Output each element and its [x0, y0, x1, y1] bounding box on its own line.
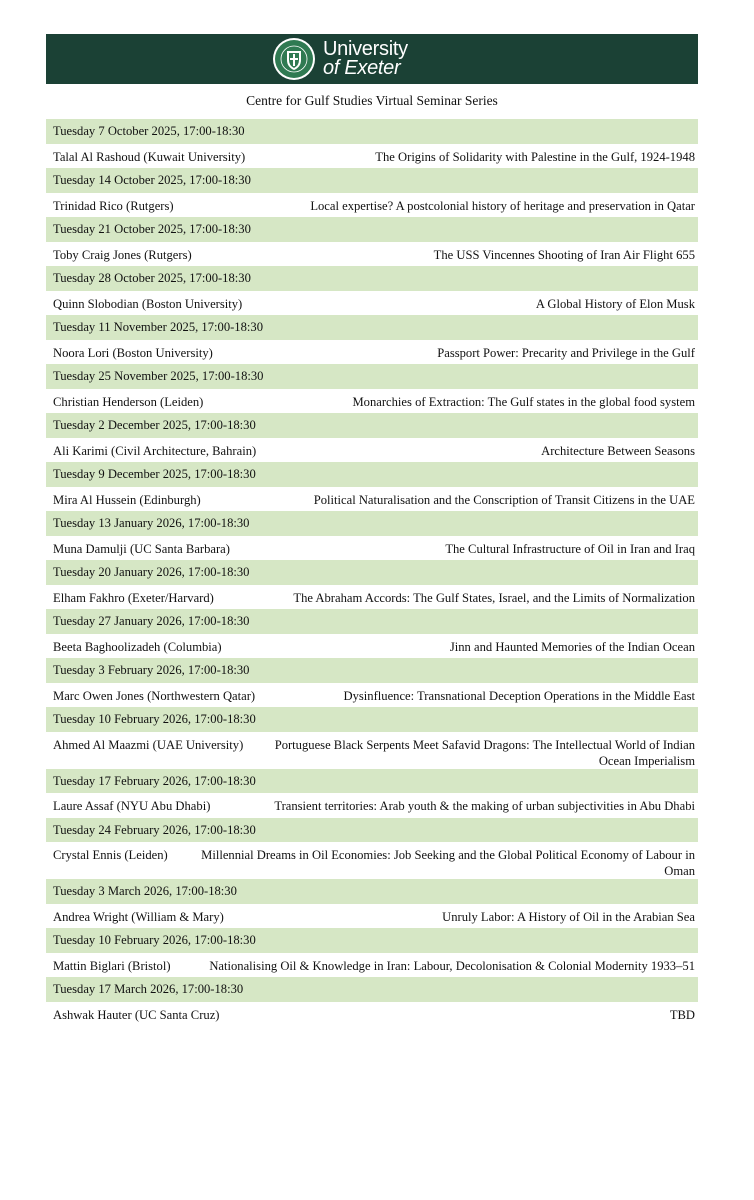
seminar-schedule-table [46, 119, 698, 1026]
speaker-name: Mira Al Hussein (Edinburgh) [53, 492, 201, 507]
talk-title: TBD [669, 1007, 695, 1022]
talk-title: Political Naturalisation and the Conscription of Transit Citizens in the UAE [313, 492, 695, 507]
speaker-name: Laure Assaf (NYU Abu Dhabi) [53, 799, 211, 813]
seminar-talk-row [46, 953, 698, 978]
seminar-talk-row [46, 842, 698, 879]
speaker-name: Quinn Slobodian (Boston University) [53, 296, 243, 311]
speaker-name: Andrea Wright (William & Mary) [53, 909, 224, 924]
seminar-talk-row [46, 634, 698, 659]
seminar-date-row: Tuesday 10 February 2026, 17:00-18:30 [46, 928, 698, 953]
header-banner [46, 34, 698, 84]
speaker-name: Muna Damulji (UC Santa Barbara) [53, 541, 230, 556]
seminar-date-row: Tuesday 3 March 2026, 17:00-18:30 [46, 879, 698, 904]
seminar-date-row: Tuesday 9 December 2025, 17:00-18:30 [46, 462, 698, 487]
seminar-date-row: Tuesday 24 February 2026, 17:00-18:30 [46, 818, 698, 843]
speaker-name: Talal Al Rashoud (Kuwait University) [53, 149, 246, 164]
talk-title: The Origins of Solidarity with Palestine in the Gulf, 1924-1948 [375, 149, 695, 164]
talk-title: The Cultural Infrastructure of Oil in Iran and Iraq [445, 541, 695, 556]
seminar-date-row: Tuesday 11 November 2025, 17:00-18:30 [46, 315, 698, 340]
speaker-name: Marc Owen Jones (Northwestern Qatar) [53, 688, 256, 703]
seminar-talk-row [46, 144, 698, 169]
seminar-talk-row [46, 438, 698, 463]
seminar-talk-row [46, 683, 698, 708]
talk-title: Millennial Dreams in Oil Economies: Job Seeking and the Global Political Economy of Labour in Oman [201, 848, 695, 878]
speaker-name: Beeta Baghoolizadeh (Columbia) [53, 639, 222, 654]
seminar-date-row: Tuesday 27 January 2026, 17:00-18:30 [46, 609, 698, 634]
seminar-date-row: Tuesday 10 February 2026, 17:00-18:30 [46, 707, 698, 732]
talk-title: Unruly Labor: A History of Oil in the Arabian Sea [442, 909, 695, 924]
talk-title: Nationalising Oil & Knowledge in Iran: Labour, Decolonisation & Colonial Modernity 1933–51 [209, 958, 695, 973]
seminar-date-row: Tuesday 13 January 2026, 17:00-18:30 [46, 511, 698, 536]
speaker-name: Christian Henderson (Leiden) [53, 394, 204, 409]
seminar-date-row: Tuesday 14 October 2025, 17:00-18:30 [46, 168, 698, 193]
talk-title: Jinn and Haunted Memories of the Indian Ocean [449, 639, 695, 654]
seminar-talk-row [46, 340, 698, 365]
speaker-name: Ashwak Hauter (UC Santa Cruz) [53, 1007, 220, 1022]
seminar-talk-row [46, 193, 698, 218]
seminar-talk-row [46, 536, 698, 561]
talk-title: Local expertise? A postcolonial history of heritage and preservation in Qatar [310, 198, 695, 213]
seminar-talk-row [46, 732, 698, 769]
seminar-talk-row [46, 904, 698, 929]
university-crest-icon [272, 37, 316, 81]
seminar-talk-row [46, 585, 698, 610]
speaker-name: Trinidad Rico (Rutgers) [53, 198, 174, 213]
logo-line-2: of Exeter [323, 57, 401, 79]
seminar-talk-row [46, 389, 698, 414]
seminar-date-row: Tuesday 7 October 2025, 17:00-18:30 [46, 119, 698, 144]
speaker-name: Ali Karimi (Civil Architecture, Bahrain) [53, 443, 257, 458]
talk-title: Portuguese Black Serpents Meet Safavid Dragons: The Intellectual World of Indian Ocean Imperialism [274, 737, 695, 768]
logo-wordmark [323, 40, 408, 78]
series-title: Centre for Gulf Studies Virtual Seminar Series [246, 93, 498, 108]
talk-title: Passport Power: Precarity and Privilege in the Gulf [437, 345, 695, 360]
talk-title: Transient territories: Arab youth & the making of urban subjectivities in Abu Dhabi [274, 799, 695, 813]
seminar-date-row: Tuesday 28 October 2025, 17:00-18:30 [46, 266, 698, 291]
seminar-talk-row [46, 793, 698, 818]
talk-title: Dysinfluence: Transnational Deception Operations in the Middle East [343, 688, 695, 703]
talk-title: Architecture Between Seasons [541, 443, 695, 458]
seminar-talk-row [46, 291, 698, 316]
seminar-date-row: Tuesday 17 March 2026, 17:00-18:30 [46, 977, 698, 1002]
talk-title: A Global History of Elon Musk [535, 296, 695, 311]
logo-line-1: University [323, 38, 408, 60]
seminar-date-row: Tuesday 25 November 2025, 17:00-18:30 [46, 364, 698, 389]
seminar-date-row: Tuesday 17 February 2026, 17:00-18:30 [46, 769, 698, 794]
university-logo [272, 37, 452, 81]
talk-title: The USS Vincennes Shooting of Iran Air Flight 655 [433, 247, 695, 262]
speaker-name: Ahmed Al Maazmi (UAE University) [53, 737, 244, 752]
talk-title: Monarchies of Extraction: The Gulf states in the global food system [352, 394, 695, 409]
seminar-date-row: Tuesday 20 January 2026, 17:00-18:30 [46, 560, 698, 585]
talk-title: The Abraham Accords: The Gulf States, Israel, and the Limits of Normalization [293, 590, 695, 605]
speaker-name: Elham Fakhro (Exeter/Harvard) [53, 590, 214, 605]
speaker-name: Crystal Ennis (Leiden) [53, 848, 168, 862]
seminar-talk-row [46, 487, 698, 512]
speaker-name: Toby Craig Jones (Rutgers) [53, 247, 192, 262]
seminar-talk-row [46, 1002, 698, 1027]
seminar-date-row: Tuesday 2 December 2025, 17:00-18:30 [46, 413, 698, 438]
speaker-name: Noora Lori (Boston University) [53, 345, 213, 360]
seminar-talk-row [46, 242, 698, 267]
seminar-date-row: Tuesday 3 February 2026, 17:00-18:30 [46, 658, 698, 683]
speaker-name: Mattin Biglari (Bristol) [53, 958, 171, 973]
seminar-date-row: Tuesday 21 October 2025, 17:00-18:30 [46, 217, 698, 242]
